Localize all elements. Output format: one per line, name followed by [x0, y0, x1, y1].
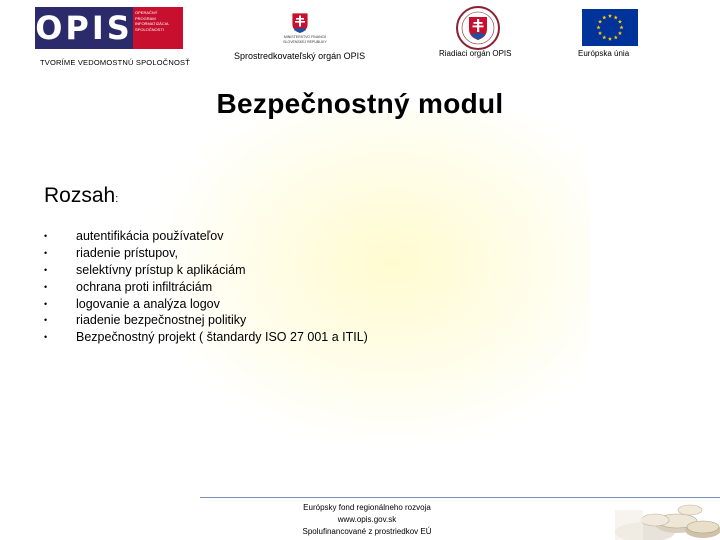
footer-cofinanced-line: Spolufinancované z prostriedkov EÚ — [302, 527, 432, 536]
opis-wordmark: OPIS — [35, 9, 133, 47]
bullet-icon: • — [44, 298, 48, 309]
opis-logo — [35, 7, 183, 49]
background-glow — [150, 110, 590, 450]
list-item-text: logovanie a analýza logov — [76, 296, 220, 311]
list-item-text: riadenie prístupov, — [76, 245, 178, 260]
intermediate-body-label: Sprostredkovateľský orgán OPIS — [234, 51, 366, 61]
coins-image — [615, 480, 720, 540]
eu-label: Európska únia — [578, 49, 630, 58]
opis-program-line: INFORMATIZÁCIA — [135, 21, 169, 26]
managing-body-label: Riadiaci orgán OPIS — [439, 49, 512, 58]
ministry-logo — [275, 8, 335, 50]
footer-fund-line: Európsky fond regionálneho rozvoja — [303, 503, 431, 512]
footer-website-link[interactable]: www.opis.gov.sk — [337, 515, 397, 524]
bullet-icon: • — [44, 315, 48, 326]
list-item-text: ochrana proti infiltráciám — [76, 279, 213, 294]
footer — [262, 502, 472, 538]
bullet-icon: • — [44, 281, 48, 292]
list-item-text: riadenie bezpečnostnej politiky — [76, 313, 247, 328]
bullet-icon: • — [44, 247, 48, 258]
eu-flag-icon — [582, 9, 638, 46]
scope-heading-colon: : — [115, 193, 119, 205]
list-item-text: Bezpečnostný projekt ( štandardy ISO 27 001 a ITIL) — [76, 330, 368, 345]
ministry-line: SLOVENSKEJ REPUBLIKY — [283, 39, 327, 44]
bullet-icon: • — [44, 332, 48, 343]
ministry-line: MINISTERSTVO FINANCIÍ — [283, 35, 327, 39]
slide-title: Bezpečnostný modul — [216, 88, 504, 119]
ministry-name — [275, 35, 335, 44]
slovak-crest-icon — [291, 12, 309, 34]
government-seal-icon — [455, 5, 501, 51]
opis-program-box — [133, 7, 183, 49]
list-item-text: autentifikácia používateľov — [76, 229, 224, 243]
scope-heading-text: Rozsah — [44, 184, 116, 207]
list-item-text: selektívny prístup k aplikáciám — [76, 262, 246, 277]
opis-program-line: OPERAČNÝ — [135, 10, 158, 15]
opis-program-line: PROGRAM — [135, 15, 156, 21]
bullet-icon: • — [44, 231, 48, 241]
opis-tagline: TVORÍME VEDOMOSTNÚ SPOLOČNOSŤ — [40, 58, 190, 67]
scope-heading — [44, 184, 118, 208]
bullet-icon: • — [44, 264, 48, 275]
opis-program-line: SPOLOČNOSTI — [135, 26, 164, 32]
